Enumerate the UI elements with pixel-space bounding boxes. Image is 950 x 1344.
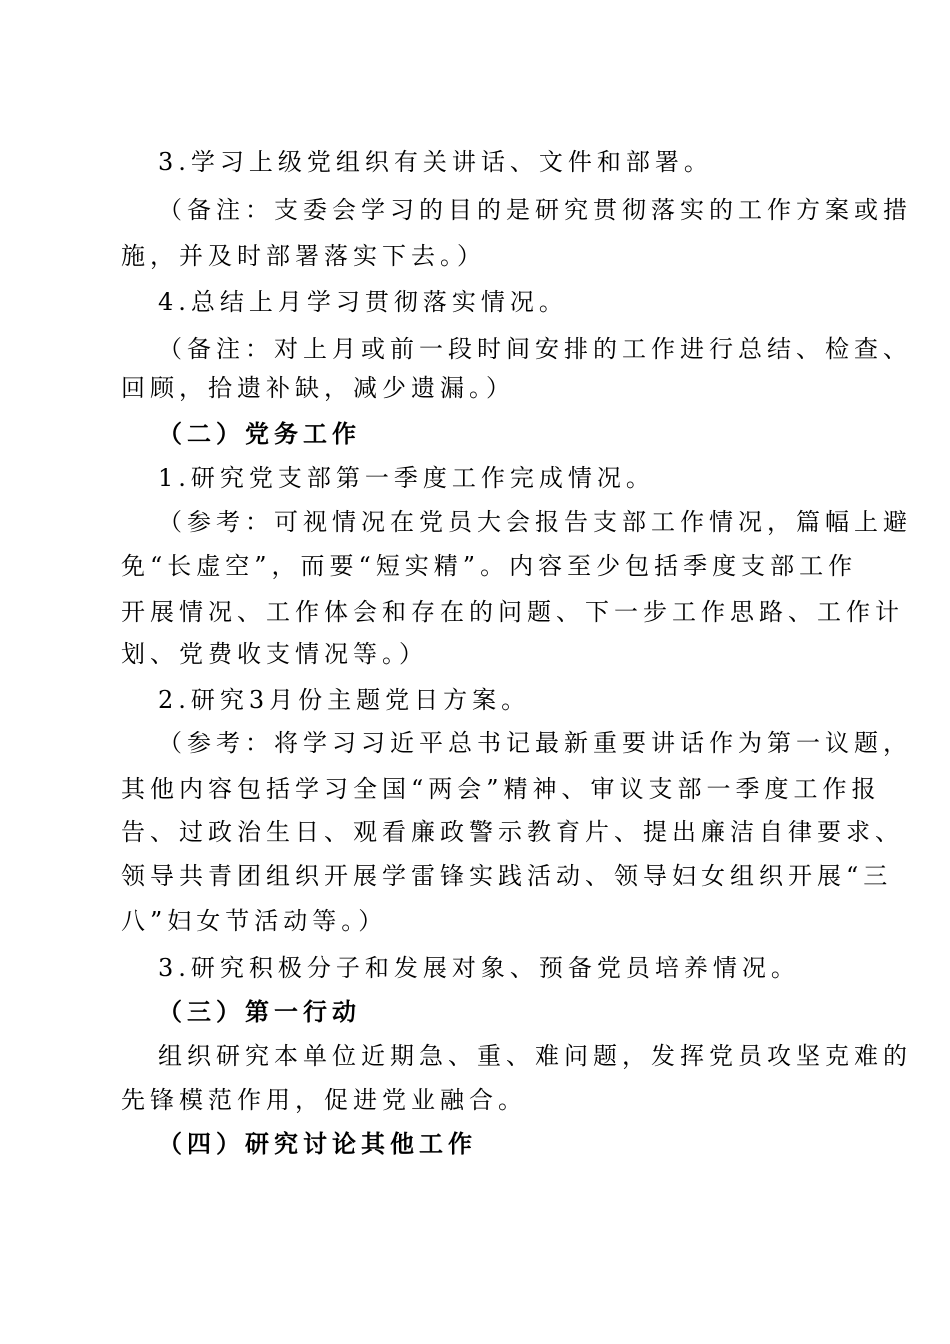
- note-line: 回顾，拾遗补缺，减少遗漏。）: [121, 374, 515, 402]
- body-line: 先锋模范作用，促进党业融合。: [121, 1086, 527, 1114]
- section-heading-first-action: （三）第一行动: [158, 998, 361, 1026]
- item-2-theme-day: 2.研究3月份主题党日方案。: [158, 686, 531, 714]
- reference-line: （参考：可视情况在党员大会报告支部工作情况，篇幅上避: [158, 508, 912, 536]
- body-line: 组织研究本单位近期急、重、难问题，发挥党员攻坚克难的: [158, 1042, 912, 1070]
- note-line: （备注：对上月或前一段时间安排的工作进行总结、检查、: [158, 335, 912, 363]
- note-line: 施，并及时部署落实下去。）: [121, 242, 486, 270]
- section-heading-other-work: （四）研究讨论其他工作: [158, 1130, 477, 1158]
- reference-line: 八”妇女节活动等。）: [121, 907, 388, 935]
- reference-line: 领导共青团组织开展学雷锋实践活动、领导妇女组织开展“三: [121, 862, 893, 890]
- item-4-summary: 4.总结上月学习贯彻落实情况。: [158, 288, 568, 316]
- reference-line: 告、过政治生日、观看廉政警示教育片、提出廉洁自律要求、: [121, 818, 904, 846]
- reference-line: 开展情况、工作体会和存在的问题、下一步工作思路、工作计: [121, 598, 904, 626]
- reference-line: 免“长虚空”，而要“短实精”。内容至少包括季度支部工作: [121, 552, 858, 580]
- reference-line: （参考：将学习习近平总书记最新重要讲话作为第一议题，: [158, 729, 912, 757]
- reference-line: 其他内容包括学习全国“两会”精神、审议支部一季度工作报: [121, 775, 881, 803]
- item-1-first-quarter: 1.研究党支部第一季度工作完成情况。: [158, 464, 655, 492]
- item-3-cultivation: 3.研究积极分子和发展对象、预备党员培养情况。: [158, 954, 800, 982]
- note-line: （备注：支委会学习的目的是研究贯彻落实的工作方案或措: [158, 196, 912, 224]
- reference-line: 划、党费收支情况等。）: [121, 640, 428, 668]
- item-3-study: 3.学习上级党组织有关讲话、文件和部署。: [158, 148, 713, 176]
- section-heading-party-affairs: （二）党务工作: [158, 420, 361, 448]
